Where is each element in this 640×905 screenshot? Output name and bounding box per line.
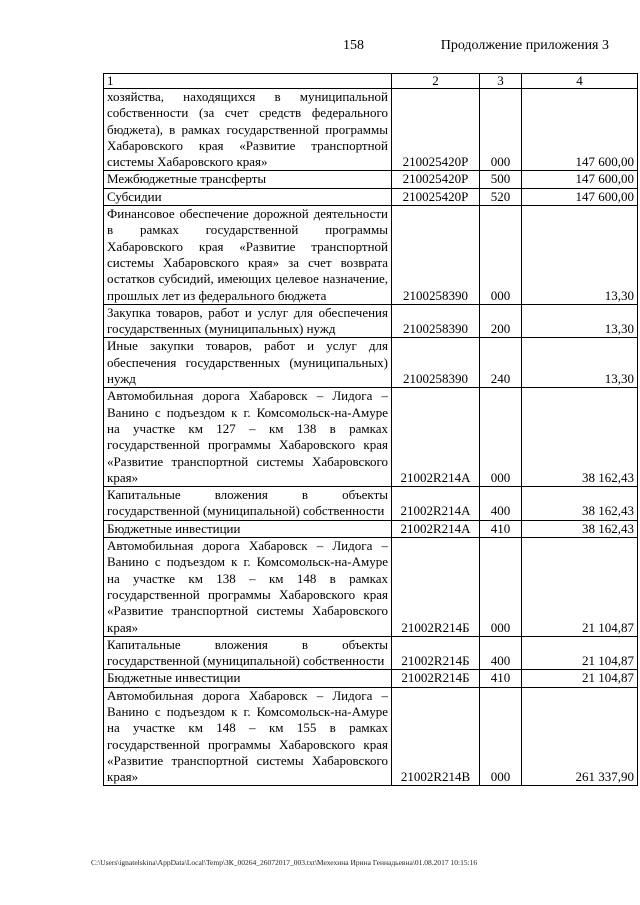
table-row — [104, 670, 638, 687]
row-type: 410 — [480, 520, 522, 537]
table-row — [104, 304, 638, 338]
table-row — [104, 89, 638, 171]
header-col-3: 3 — [480, 74, 522, 89]
row-code: 2100258390 — [392, 338, 480, 388]
row-type: 000 — [480, 687, 522, 786]
row-code: 21002R214А — [392, 520, 480, 537]
table-row — [104, 188, 638, 205]
table-row — [104, 338, 638, 388]
continuation-label: Продолжение приложения 3 — [440, 38, 609, 53]
row-type: 400 — [480, 636, 522, 670]
row-type: 240 — [480, 338, 522, 388]
row-amount: 38 162,43 — [522, 520, 638, 537]
row-code: 21002R214А — [392, 388, 480, 487]
row-name: Межбюджетные трансферты — [104, 171, 392, 188]
row-code: 210025420Р — [392, 188, 480, 205]
row-code: 21002R214В — [392, 687, 480, 786]
row-amount: 21 104,87 — [522, 538, 638, 637]
row-code: 2100258390 — [392, 206, 480, 305]
row-type: 000 — [480, 388, 522, 487]
row-amount: 38 162,43 — [522, 487, 638, 521]
row-name: Капитальные вложения в объекты государственной (муниципальной) собственности — [104, 487, 392, 521]
row-type: 520 — [480, 188, 522, 205]
row-code: 21002R214Б — [392, 636, 480, 670]
table-row — [104, 388, 638, 487]
row-type: 000 — [480, 89, 522, 171]
row-name: Капитальные вложения в объекты государственной (муниципальной) собственности — [104, 636, 392, 670]
row-amount: 13,30 — [522, 206, 638, 305]
row-type: 500 — [480, 171, 522, 188]
row-name: Автомобильная дорога Хабаровск – Лидога – Ванино с подъездом к г. Комсомольск-на-Амуре на участке км 148 – км 155 в рамках государственной программы Хабаровского края «Развитие транспортной системы Хабаровского края» — [104, 687, 392, 786]
row-type: 000 — [480, 206, 522, 305]
row-amount: 21 104,87 — [522, 636, 638, 670]
header-col-4: 4 — [522, 74, 638, 89]
table-header-row — [104, 74, 638, 89]
row-type: 400 — [480, 487, 522, 521]
row-name: Закупка товаров, работ и услуг для обеспечения государственных (муниципальных) нужд — [104, 304, 392, 338]
row-type: 200 — [480, 304, 522, 338]
header-col-2: 2 — [392, 74, 480, 89]
row-amount: 261 337,90 — [522, 687, 638, 786]
table-row — [104, 687, 638, 786]
row-amount: 13,30 — [522, 338, 638, 388]
row-amount: 38 162,43 — [522, 388, 638, 487]
row-type: 000 — [480, 538, 522, 637]
row-type: 410 — [480, 670, 522, 687]
row-name: Бюджетные инвестиции — [104, 670, 392, 687]
row-code: 21002R214А — [392, 487, 480, 521]
row-amount: 147 600,00 — [522, 188, 638, 205]
table-row — [104, 206, 638, 305]
row-code: 21002R214Б — [392, 670, 480, 687]
page-number: 158 — [343, 38, 364, 53]
footer-file-path: C:\Users\ignatelskina\AppData\Local\Temp\ЗК_00264_26072017_003.txt\Мехехина Ирина Геннадьевна\01.08.2017 10:15:16 — [91, 858, 478, 867]
row-amount: 147 600,00 — [522, 171, 638, 188]
row-amount: 21 104,87 — [522, 670, 638, 687]
row-name: Автомобильная дорога Хабаровск – Лидога – Ванино с подъездом к г. Комсомольск-на-Амуре на участке км 127 – км 138 в рамках государственной программы Хабаровского края «Развитие транспортной системы Хабаровского края» — [104, 388, 392, 487]
budget-table — [103, 73, 638, 786]
row-amount: 13,30 — [522, 304, 638, 338]
table-row — [104, 487, 638, 521]
row-name: хозяйства, находящихся в муниципальной собственности (за счет средств федерального бюджета), в рамках государственной программы Хабаровского края «Развитие транспортной системы Хабаровского края» — [104, 89, 392, 171]
row-code: 210025420Р — [392, 89, 480, 171]
row-name: Автомобильная дорога Хабаровск – Лидога – Ванино с подъездом к г. Комсомольск-на-Амуре на участке км 138 – км 148 в рамках государственной программы Хабаровского края «Развитие транспортной системы Хабаровского края» — [104, 538, 392, 637]
row-code: 210025420Р — [392, 171, 480, 188]
row-code: 21002R214Б — [392, 538, 480, 637]
table-row — [104, 538, 638, 637]
row-name: Бюджетные инвестиции — [104, 520, 392, 537]
row-name: Иные закупки товаров, работ и услуг для обеспечения государственных (муниципальных) нужд — [104, 338, 392, 388]
row-name: Финансовое обеспечение дорожной деятельности в рамках государственной программы Хабаровского края «Развитие транспортной системы Хабаровского края» за счет возврата остатков субсидий, имеющих целевое назначение, прошлых лет из федерального бюджета — [104, 206, 392, 305]
header-col-1: 1 — [104, 74, 392, 89]
row-name: Субсидии — [104, 188, 392, 205]
row-code: 2100258390 — [392, 304, 480, 338]
table-row — [104, 636, 638, 670]
row-amount: 147 600,00 — [522, 89, 638, 171]
table-row — [104, 520, 638, 537]
table-row — [104, 171, 638, 188]
